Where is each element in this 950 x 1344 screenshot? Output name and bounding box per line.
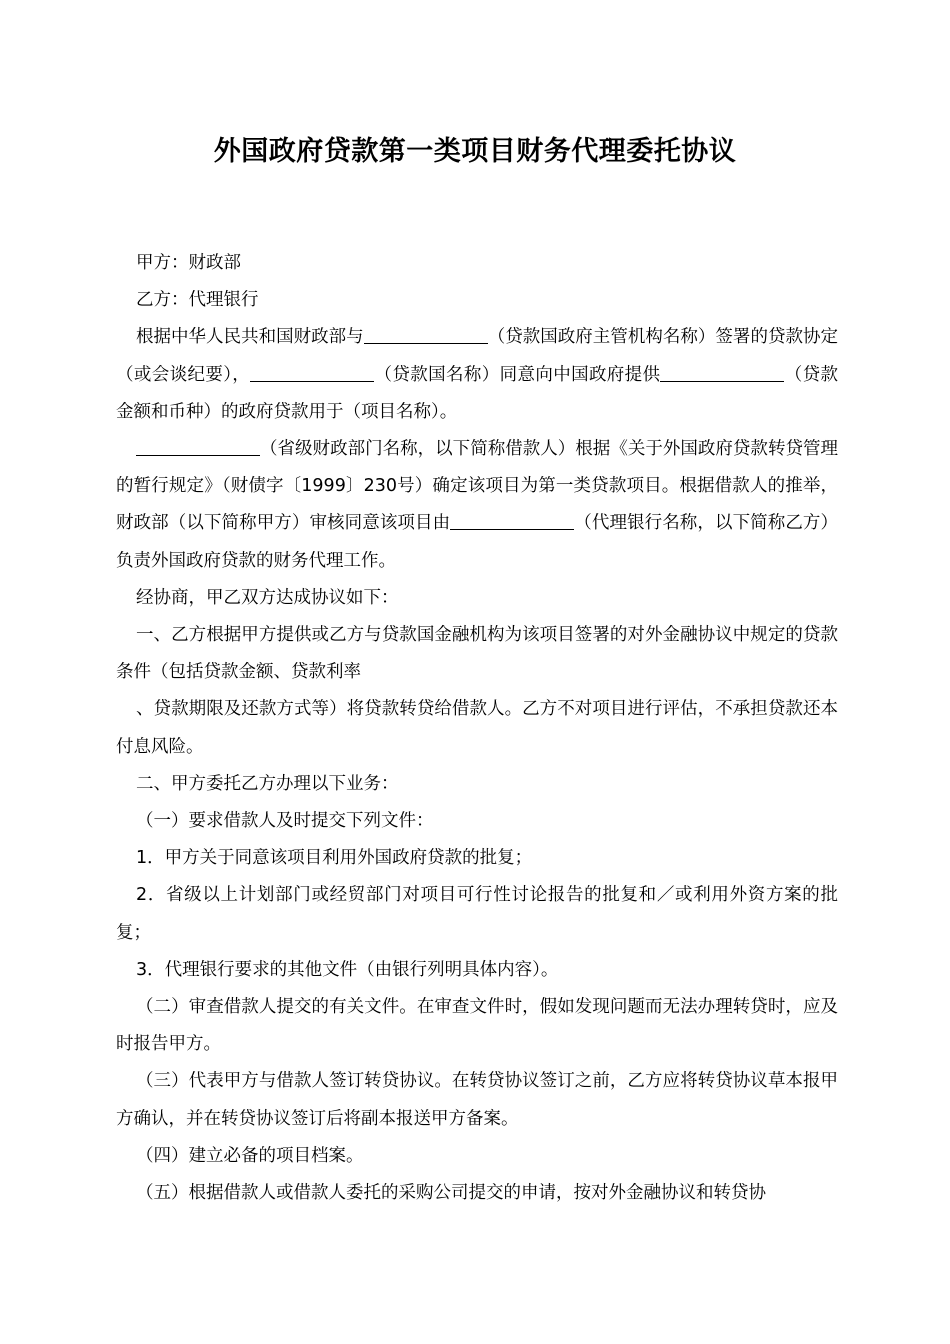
paragraph-text: （贷款金额和币种）的政府贷款用于（项目名称）。 bbox=[116, 364, 839, 422]
paragraph-text: （贷款国名称）同意向中国政府提供 bbox=[374, 364, 661, 385]
clause-2-item-1: （一）要求借款人及时提交下列文件： bbox=[136, 811, 434, 832]
clause-2-item-5: （五）根据借款人或借款人委托的采购公司提交的申请，按对外金融协议和转贷协 bbox=[136, 1183, 766, 1204]
paragraph-borrower bbox=[116, 431, 838, 580]
clause-2-item-3: （三）代表甲方与借款人签订转贷协议。在转贷协议签订之前，乙方应将转贷协议草本报甲方确认，并在转贷协议签订后将副本报送甲方备案。 bbox=[116, 1071, 838, 1129]
paragraph-text: （代理银行名称，以下简称乙方）负责外国政府贷款的财务代理工作。 bbox=[116, 513, 839, 571]
fill-blank bbox=[136, 438, 260, 457]
document-list-item-3: 3．代理银行要求的其他文件（由银行列明具体内容）。 bbox=[136, 959, 559, 980]
fill-blank bbox=[250, 363, 374, 382]
paragraph-text: 根据中华人民共和国财政部与 bbox=[136, 327, 364, 348]
fill-blank bbox=[364, 326, 488, 345]
fill-blank bbox=[660, 363, 738, 382]
paragraph-agreement-intro: 经协商，甲乙双方达成协议如下： bbox=[136, 587, 399, 608]
document-list-item-2: 2．省级以上计划部门或经贸部门对项目可行性讨论报告的批复和／或利用外资方案的批复； bbox=[116, 885, 838, 943]
fill-blank bbox=[450, 512, 574, 531]
clause-2-item-4: （四）建立必备的项目档案。 bbox=[136, 1145, 364, 1166]
paragraph-text: （贷款国政府主管机构名称）签署的贷款协定（或会谈纪要）， bbox=[116, 327, 839, 385]
document-title: 外国政府贷款第一类项目财务代理委托协议 bbox=[213, 136, 737, 167]
clause-2-item-2: （二）审查借款人提交的有关文件。在审查文件时，假如发现问题而无法办理转贷时，应及时报告甲方。 bbox=[116, 997, 838, 1055]
clause-2: 二、甲方委托乙方办理以下业务： bbox=[136, 773, 399, 794]
paragraph-text: （省级财政部门名称，以下简称借款人）根据《关于外国政府贷款转贷管理的暂行规定》（财债字〔1999〕230号）确定该项目为第一类贷款项目。根据借款人的推举，财政部（以下简称甲方）审核同意该项目由 bbox=[116, 439, 838, 534]
clause-1: 一、乙方根据甲方提供或乙方与贷款国金融机构为该项目签署的对外金融协议中规定的贷款条件（包括贷款金额、贷款利率 bbox=[116, 625, 838, 683]
document-list-item-1: 1．甲方关于同意该项目利用外国政府贷款的批复； bbox=[136, 848, 533, 869]
paragraph-loan-agreement bbox=[116, 319, 838, 431]
party-a-line: 甲方：财政部 bbox=[136, 253, 241, 273]
fill-blank bbox=[738, 363, 784, 382]
clause-1-continued: 、贷款期限及还款方式等）将贷款转贷给借款人。乙方不对项目进行评估，不承担贷款还本付息风险。 bbox=[116, 699, 838, 757]
document-body bbox=[116, 245, 838, 1212]
party-b-line: 乙方：代理银行 bbox=[136, 290, 259, 311]
